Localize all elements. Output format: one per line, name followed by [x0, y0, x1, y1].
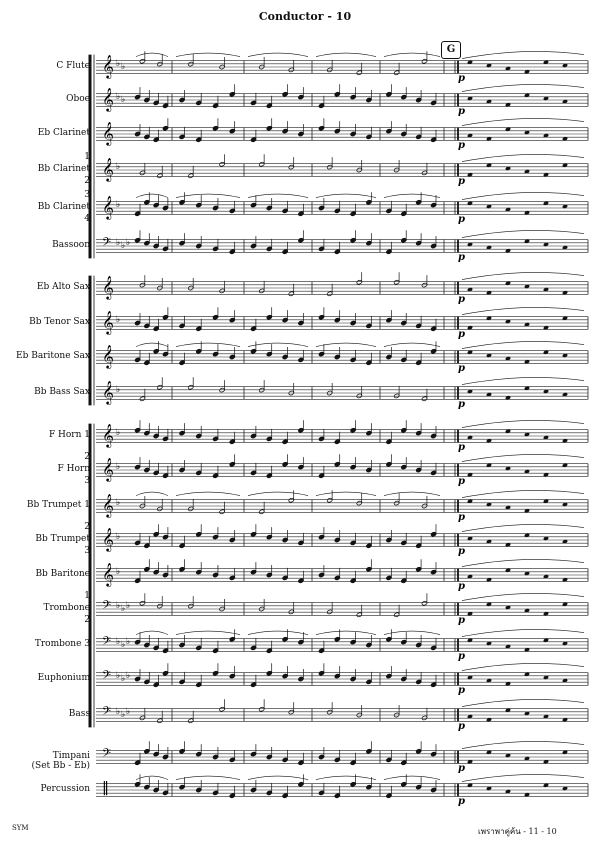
- instrument-name: Timpani: [52, 751, 90, 761]
- part-number: 2: [84, 615, 90, 625]
- dynamic-mark: p: [458, 651, 465, 662]
- instrument-name: Trombone: [43, 603, 90, 613]
- slur: [462, 192, 584, 199]
- instrument-label: [0, 430, 90, 440]
- slur: [462, 118, 584, 125]
- clef-icon: 𝄞: [102, 457, 114, 481]
- instrument-name: Bb Clarinet: [37, 202, 90, 212]
- dynamic-mark: p: [458, 329, 465, 340]
- instrument-label: [0, 202, 90, 212]
- slur: [248, 53, 308, 57]
- instrument-name: Oboe: [66, 94, 90, 104]
- slur: [462, 154, 584, 161]
- dynamic-mark: p: [458, 721, 465, 732]
- slur: [136, 194, 168, 198]
- slur: [462, 490, 584, 497]
- slur: [248, 776, 308, 780]
- slur: [462, 341, 584, 348]
- flat-icon: ♭: [116, 637, 121, 647]
- instrument-label: [0, 351, 90, 361]
- clef-icon: 𝄞: [102, 344, 114, 368]
- instrument-name: Eb Alto Sax: [36, 282, 90, 292]
- flat-icon: ♭: [116, 462, 121, 472]
- slur: [176, 343, 240, 347]
- clef-icon: 𝄢: [102, 747, 112, 763]
- slur: [384, 631, 440, 635]
- slur: [384, 194, 440, 198]
- dynamic-mark: p: [458, 796, 465, 807]
- flat-icon: ♭: [116, 567, 121, 577]
- instrument-label: [0, 784, 90, 794]
- instrument-name: Bassoon: [52, 240, 90, 250]
- slur: [462, 230, 584, 237]
- instrument-label: [0, 569, 90, 579]
- flat-icon: ♭: [116, 200, 121, 210]
- slur: [462, 699, 584, 706]
- instrument-label: [0, 464, 90, 474]
- part-number: 4: [84, 214, 90, 224]
- dynamic-mark: p: [458, 763, 465, 774]
- slur: [384, 492, 440, 496]
- slur: [316, 631, 376, 635]
- slur: [462, 741, 584, 748]
- flat-icon: ♭: [116, 498, 121, 508]
- part-number: 2: [84, 452, 90, 462]
- instrument-subname: (Set Bb - Eb): [31, 761, 90, 771]
- instrument-label: [0, 61, 90, 71]
- flat-icon: ♭: [126, 238, 131, 248]
- slur: [176, 631, 240, 635]
- instrument-label: [0, 639, 90, 649]
- instrument-label: [0, 534, 90, 544]
- instrument-label: [0, 240, 90, 250]
- page-title: Conductor - 10: [258, 10, 352, 23]
- slur: [384, 776, 440, 780]
- clef-icon: 𝄞: [102, 310, 114, 334]
- flat-icon: ♭: [121, 640, 126, 650]
- flat-icon: ♭: [116, 92, 121, 102]
- clef-icon: ‖: [102, 780, 109, 796]
- instrument-name: Bb Bass Sax: [34, 387, 90, 397]
- slur: [462, 774, 584, 781]
- slur: [136, 53, 168, 57]
- slur: [462, 524, 584, 531]
- part-number: 3: [84, 546, 90, 556]
- slur: [136, 631, 168, 635]
- instrument-name: Eb Clarinet: [37, 128, 90, 138]
- slur: [462, 84, 584, 91]
- instrument-label: [0, 603, 90, 613]
- dynamic-mark: p: [458, 512, 465, 523]
- instrument-name: C Flute: [56, 61, 90, 71]
- slur: [136, 776, 168, 780]
- instrument-name: Trombone 3: [34, 639, 90, 649]
- instrument-name: F Horn 1: [48, 430, 90, 440]
- flat-icon: ♭: [116, 59, 121, 69]
- flat-icon: ♭: [121, 95, 126, 105]
- dynamic-mark: p: [458, 176, 465, 187]
- instrument-name: Eb Baritone Sax: [16, 351, 90, 361]
- instrument-name: Percussion: [40, 784, 90, 794]
- flat-icon: ♭: [126, 637, 131, 647]
- flat-icon: ♭: [126, 671, 131, 681]
- dynamic-mark: p: [458, 106, 465, 117]
- clef-icon: 𝄞: [102, 121, 114, 145]
- dynamic-mark: p: [458, 581, 465, 592]
- dynamic-mark: p: [458, 214, 465, 225]
- dynamic-mark: p: [458, 615, 465, 626]
- slur: [176, 492, 240, 496]
- clef-icon: 𝄞: [102, 275, 114, 299]
- slur: [316, 492, 376, 496]
- dynamic-mark: p: [458, 476, 465, 487]
- clef-icon: 𝄢: [102, 669, 112, 685]
- part-number: 1: [84, 152, 90, 162]
- slur: [462, 377, 584, 384]
- rehearsal-mark: G: [441, 41, 461, 59]
- slur: [248, 492, 308, 496]
- part-number: 3: [84, 190, 90, 200]
- slur: [462, 593, 584, 600]
- flat-icon: ♭: [121, 241, 126, 251]
- clef-icon: 𝄞: [102, 527, 114, 551]
- flat-icon: ♭: [121, 674, 126, 684]
- slur: [248, 343, 308, 347]
- clef-icon: 𝄞: [102, 562, 114, 586]
- slur: [176, 53, 240, 57]
- slur: [316, 194, 376, 198]
- slur: [248, 631, 308, 635]
- instrument-name: Euphonium: [37, 673, 90, 683]
- instrument-name: Bb Baritone: [35, 569, 90, 579]
- clef-icon: 𝄢: [102, 599, 112, 615]
- instrument-label: [0, 282, 90, 292]
- slur: [462, 272, 584, 279]
- flat-icon: ♭: [116, 671, 121, 681]
- flat-icon: ♭: [121, 604, 126, 614]
- clef-icon: 𝄢: [102, 236, 112, 252]
- instrument-label: [0, 317, 90, 327]
- dynamic-mark: p: [458, 73, 465, 84]
- slur: [462, 307, 584, 314]
- footer-right: เพราพาคู่ค้น - 11 - 10: [478, 827, 557, 836]
- flat-icon: ♭: [121, 710, 126, 720]
- instrument-label: [0, 709, 90, 719]
- flat-icon: ♭: [116, 385, 121, 395]
- slur: [316, 343, 376, 347]
- clef-icon: 𝄞: [102, 157, 114, 181]
- slur: [462, 454, 584, 461]
- dynamic-mark: p: [458, 294, 465, 305]
- slur: [384, 343, 440, 347]
- instrument-label: [0, 387, 90, 397]
- slur: [462, 51, 584, 58]
- flat-icon: ♭: [116, 162, 121, 172]
- instrument-name: Bass: [68, 709, 90, 719]
- instrument-label: [0, 94, 90, 104]
- instrument-name: Bb Tenor Sax: [29, 317, 90, 327]
- clef-icon: 𝄞: [102, 87, 114, 111]
- flat-icon: ♭: [126, 707, 131, 717]
- part-number: 2: [84, 176, 90, 186]
- part-number: 3: [84, 476, 90, 486]
- dynamic-mark: p: [458, 399, 465, 410]
- slur: [176, 776, 240, 780]
- flat-icon: ♭: [116, 315, 121, 325]
- slur: [462, 559, 584, 566]
- instrument-name: Bb Clarinet: [37, 164, 90, 174]
- slur: [384, 53, 440, 57]
- flat-icon: ♭: [116, 428, 121, 438]
- dynamic-mark: p: [458, 140, 465, 151]
- footer-left: SYM: [12, 824, 29, 832]
- flat-icon: ♭: [116, 601, 121, 611]
- instrument-label: [0, 673, 90, 683]
- slur: [462, 420, 584, 427]
- part-number: 1: [84, 591, 90, 601]
- instrument-name: Bb Trumpet 1: [26, 500, 90, 510]
- slur: [462, 629, 584, 636]
- dynamic-mark: p: [458, 546, 465, 557]
- flat-icon: ♭: [121, 62, 126, 72]
- part-number: 2: [84, 522, 90, 532]
- clef-icon: 𝄞: [102, 423, 114, 447]
- flat-icon: ♭: [116, 238, 121, 248]
- slur: [248, 194, 308, 198]
- clef-icon: 𝄢: [102, 705, 112, 721]
- clef-icon: 𝄞: [102, 195, 114, 219]
- flat-icon: ♭: [126, 601, 131, 611]
- slur: [176, 194, 240, 198]
- instrument-label: [0, 164, 90, 174]
- slur: [316, 53, 376, 57]
- dynamic-mark: p: [458, 363, 465, 374]
- instrument-name: F Horn: [57, 464, 90, 474]
- instrument-label: [0, 128, 90, 138]
- flat-icon: ♭: [116, 532, 121, 542]
- instrument-label: [0, 500, 90, 510]
- slur: [136, 492, 168, 496]
- clef-icon: 𝄞: [102, 54, 114, 78]
- instrument-name: Bb Trumpet: [35, 534, 90, 544]
- clef-icon: 𝄢: [102, 635, 112, 651]
- flat-icon: ♭: [116, 707, 121, 717]
- dynamic-mark: p: [458, 685, 465, 696]
- dynamic-mark: p: [458, 442, 465, 453]
- slur: [316, 776, 376, 780]
- slur: [136, 343, 168, 347]
- clef-icon: 𝄞: [102, 380, 114, 404]
- slur: [462, 663, 584, 670]
- instrument-label: [0, 751, 90, 771]
- clef-icon: 𝄞: [102, 493, 114, 517]
- dynamic-mark: p: [458, 252, 465, 263]
